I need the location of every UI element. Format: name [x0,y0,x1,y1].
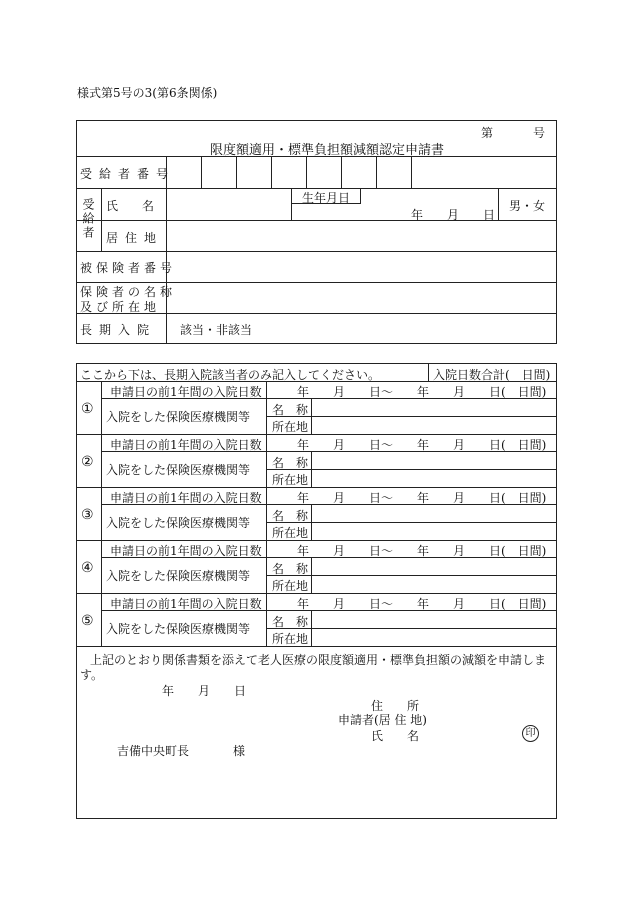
entry-facility-name-field[interactable] [312,505,556,521]
insured-number-label: 被保険者番号 [80,261,177,275]
insurer-field[interactable] [167,283,556,312]
recipient-side-label: 受給者 [81,198,95,240]
birth-month-label: 月 [447,208,460,222]
applicant-residence-label: (居 住 地) [374,713,427,727]
addressee-honorific: 様 [233,744,246,758]
entry-facility-address-label: 所在地 [272,632,309,646]
entry-days-label: 申請日の前1年間の入院日数 [110,597,262,611]
entry-period-field[interactable]: 年 月 日～ 年 月 日( 日間) [297,597,547,611]
entry-period-field[interactable]: 年 月 日～ 年 月 日( 日間) [297,544,547,558]
entry-mark: ④ [81,560,94,576]
address-label: 居住地 [106,231,164,245]
document-number-dai: 第 [481,126,494,140]
entry-facility-name-label: 名 称 [272,509,309,523]
long-stay-notice: ここから下は、長期入院該当者のみ記入してください。 [80,368,381,382]
entry-mark: ② [81,454,94,470]
entry-facility-address-label: 所在地 [272,420,309,434]
entry-facility-name-label: 名 称 [272,403,309,417]
entry-facility-label: 入院をした保険医療機関等 [106,463,251,477]
entry-days-label: 申請日の前1年間の入院日数 [110,491,262,505]
entry-facility-address-field[interactable] [312,629,556,645]
entry-facility-name-label: 名 称 [272,562,309,576]
entry-period-field[interactable]: 年 月 日～ 年 月 日( 日間) [297,385,547,399]
name-field[interactable] [167,189,290,219]
applicant-label: 申請者 [338,713,375,727]
entry-facility-label: 入院をした保険医療機関等 [106,516,251,530]
birth-day-label: 日 [483,208,496,222]
application-date[interactable]: 年 月 日 [162,684,247,698]
address-field[interactable] [167,221,556,250]
entry-facility-address-label: 所在地 [272,579,309,593]
entry-facility-address-field[interactable] [312,470,556,486]
entry-facility-name-label: 名 称 [272,615,309,629]
seal-icon: 印 [522,725,539,742]
entry-facility-address-field[interactable] [312,576,556,592]
form-title: 限度額適用・標準負担額減額認定申請書 [210,143,445,158]
entry-mark: ⑤ [81,613,94,629]
applicant-name-label: 氏 名 [371,729,420,743]
form-number: 様式第5号の3(第6条関係) [77,86,218,100]
entry-facility-name-label: 名 称 [272,456,309,470]
entry-mark: ③ [81,507,94,523]
entry-facility-address-field[interactable] [312,523,556,539]
insurer-label-line2: 及び所在地 [80,300,161,314]
entry-facility-name-field[interactable] [312,558,556,574]
entry-facility-address-label: 所在地 [272,526,309,540]
insured-number-field[interactable] [167,252,556,281]
recipient-number-label: 受給者番号 [80,167,176,181]
total-days-label: 入院日数合計( 日間) [433,368,551,382]
entry-days-label: 申請日の前1年間の入院日数 [110,385,262,399]
entry-facility-label: 入院をした保険医療機関等 [106,410,251,424]
entry-facility-name-field[interactable] [312,399,556,415]
gender-selector[interactable]: 男・女 [509,199,546,213]
declaration-text-line1: 上記のとおり関係書類を添えて老人医療の限度額適用・標準負担額の減額を申請しま [90,653,547,667]
entry-facility-label: 入院をした保険医療機関等 [106,569,251,583]
addressee-mayor: 吉備中央町長 [117,744,190,758]
birthdate-field[interactable] [292,205,497,219]
entry-facility-label: 入院をした保険医療機関等 [106,622,251,636]
long-stay-label: 長期入院 [80,323,157,337]
document-number-go: 号 [533,126,546,140]
entry-days-label: 申請日の前1年間の入院日数 [110,544,262,558]
entry-days-label: 申請日の前1年間の入院日数 [110,438,262,452]
entry-period-field[interactable]: 年 月 日～ 年 月 日( 日間) [297,491,547,505]
birthdate-label: 生年月日 [302,191,351,205]
recipient-number-digits[interactable] [167,157,411,187]
insurer-label-line1: 保険者の名称 [80,285,177,299]
name-label: 氏 名 [106,199,155,213]
entry-facility-address-label: 所在地 [272,473,309,487]
declaration-text-line2: す。 [80,668,104,682]
entry-facility-name-field[interactable] [312,452,556,468]
long-stay-options[interactable]: 該当・非該当 [180,323,253,337]
entry-facility-name-field[interactable] [312,611,556,627]
entry-mark: ① [81,401,94,417]
applicant-address-label: 住 所 [371,699,420,713]
entry-facility-address-field[interactable] [312,417,556,433]
birth-year-label: 年 [411,208,424,222]
entry-period-field[interactable]: 年 月 日～ 年 月 日( 日間) [297,438,547,452]
